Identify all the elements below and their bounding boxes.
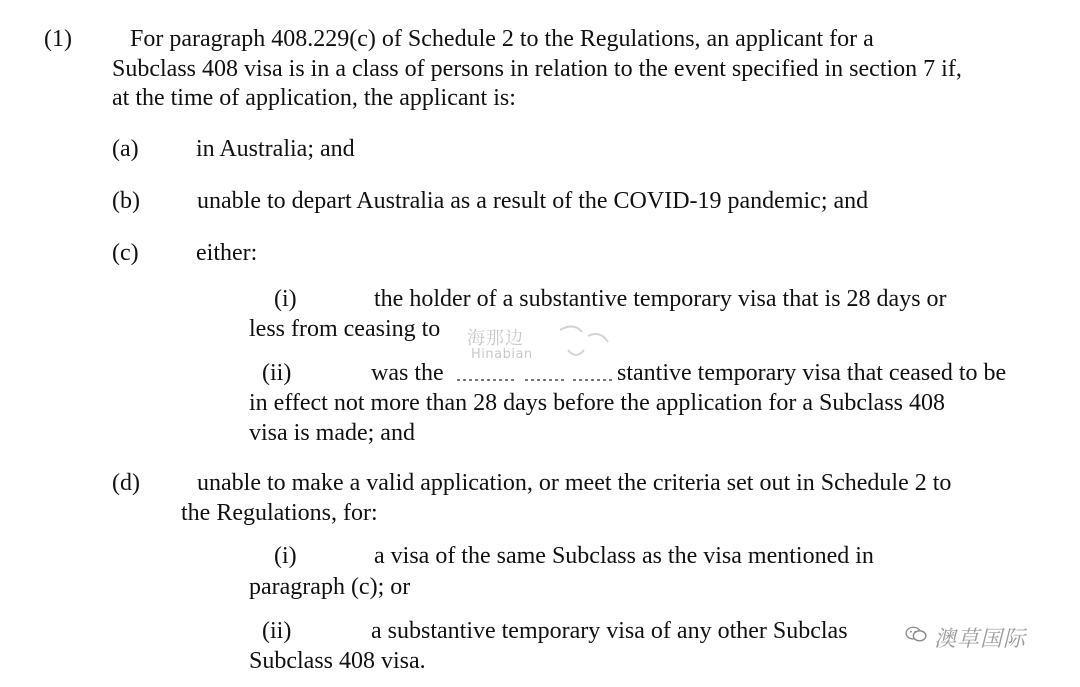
item-d-i-line-1: a visa of the same Subclass as the visa mentioned in [374,543,874,569]
clause-line-2: Subclass 408 visa is in a class of persons in relation to the event specified in section 7 if, [112,56,962,82]
item-c-ii-line-1-end: stantive temporary visa that ceased to be [617,360,1007,386]
watermark-hinabian-cn: 海那边 [467,328,524,349]
item-c-ii-line-2: in effect not more than 28 days before the application for a Subclass 408 [249,390,946,416]
item-c-ii-label: (ii) [262,360,292,386]
item-d-ii-label: (ii) [262,618,292,644]
item-d-i-label: (i) [274,543,297,569]
item-a-text: in Australia; and [196,136,355,162]
watermark-account-name: 澳草国际 [934,627,1027,652]
clause-line-3: at the time of application, the applicant is: [112,85,516,111]
item-d-i-line-2: paragraph (c); or [249,574,411,600]
watermark-hinabian-en: Hinabian [471,347,533,362]
item-b-label: (b) [112,188,140,214]
wechat-icon [904,625,928,643]
item-c-ii-line-1-start: was the [371,360,444,386]
item-d-ii-line-2: Subclass 408 visa. [249,648,426,674]
clause-line-1: For paragraph 408.229(c) of Schedule 2 to the Regulations, an applicant for a [130,26,874,52]
item-b-text: unable to depart Australia as a result of the COVID-19 pandemic; and [197,188,869,214]
watermark-swirl-icon [554,320,610,364]
item-d-line-1: unable to make a valid application, or meet the criteria set out in Schedule 2 to [197,470,952,496]
obscured-text-mark [455,362,625,386]
item-c-ii-line-3: visa is made; and [249,420,415,446]
clause-number: (1) [44,26,72,52]
item-d-label: (d) [112,470,140,496]
item-c-label: (c) [112,240,139,266]
item-c-i-label: (i) [274,286,297,312]
item-c-i-line-1: the holder of a substantive temporary visa that is 28 days or [374,286,947,312]
item-d-line-2: the Regulations, for: [181,500,378,526]
item-c-i-line-2: less from ceasing to [249,316,441,342]
item-a-label: (a) [112,136,139,162]
item-d-ii-line-1: a substantive temporary visa of any other Subclas [371,618,848,644]
item-c-text: either: [196,240,258,266]
